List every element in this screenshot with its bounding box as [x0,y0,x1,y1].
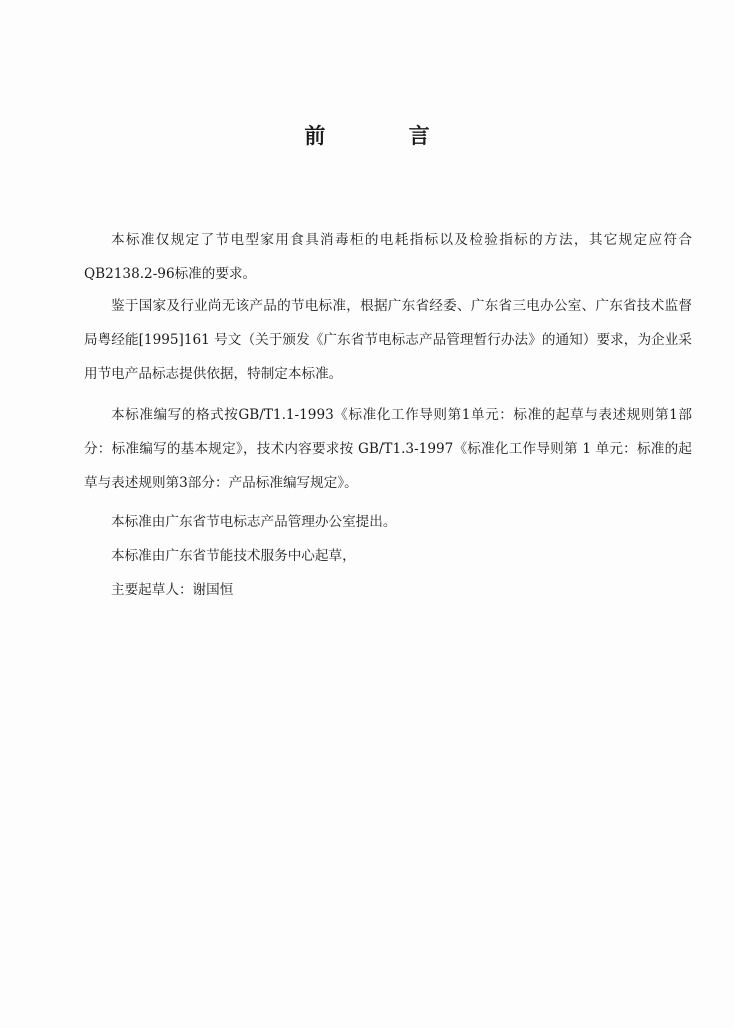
paragraph-format: 本标准编写的格式按GB/T1.1-1993《标准化工作导则第1单元：标准的起草与表述规则第1部分：标准编写的基本规定》，技术内容要求按 GB/T1.3-1997《标准化工作导则第 1 单元：标准的起草与表述规则第3部分：产品标准编写规定》。 [84,407,692,491]
paragraph-basis: 鉴于国家及行业尚无该产品的节电标准，根据广东省经委、广东省三电办公室、广东省技术监督局粤经能[1995]161 号文（关于颁发《广东省节电标志产品管理暂行办法》的通知）要求，为企业采用节电产品标志提供依据，特制定本标准。 [84,298,692,382]
paragraph-drafter: 本标准由广东省节能技术服务中心起草， [111,548,356,564]
page-title: 前 言 [304,123,468,148]
paragraph-scope: 本标准仅规定了节电型家用食具消毒柜的电耗指标以及检验指标的方法，其它规定应符合QB2138.2-96标准的要求。 [84,232,692,282]
paragraph-proposer: 本标准由广东省节电标志产品管理办公室提出。 [111,514,397,530]
paragraph-authors: 主要起草人：谢国恒 [111,582,234,598]
